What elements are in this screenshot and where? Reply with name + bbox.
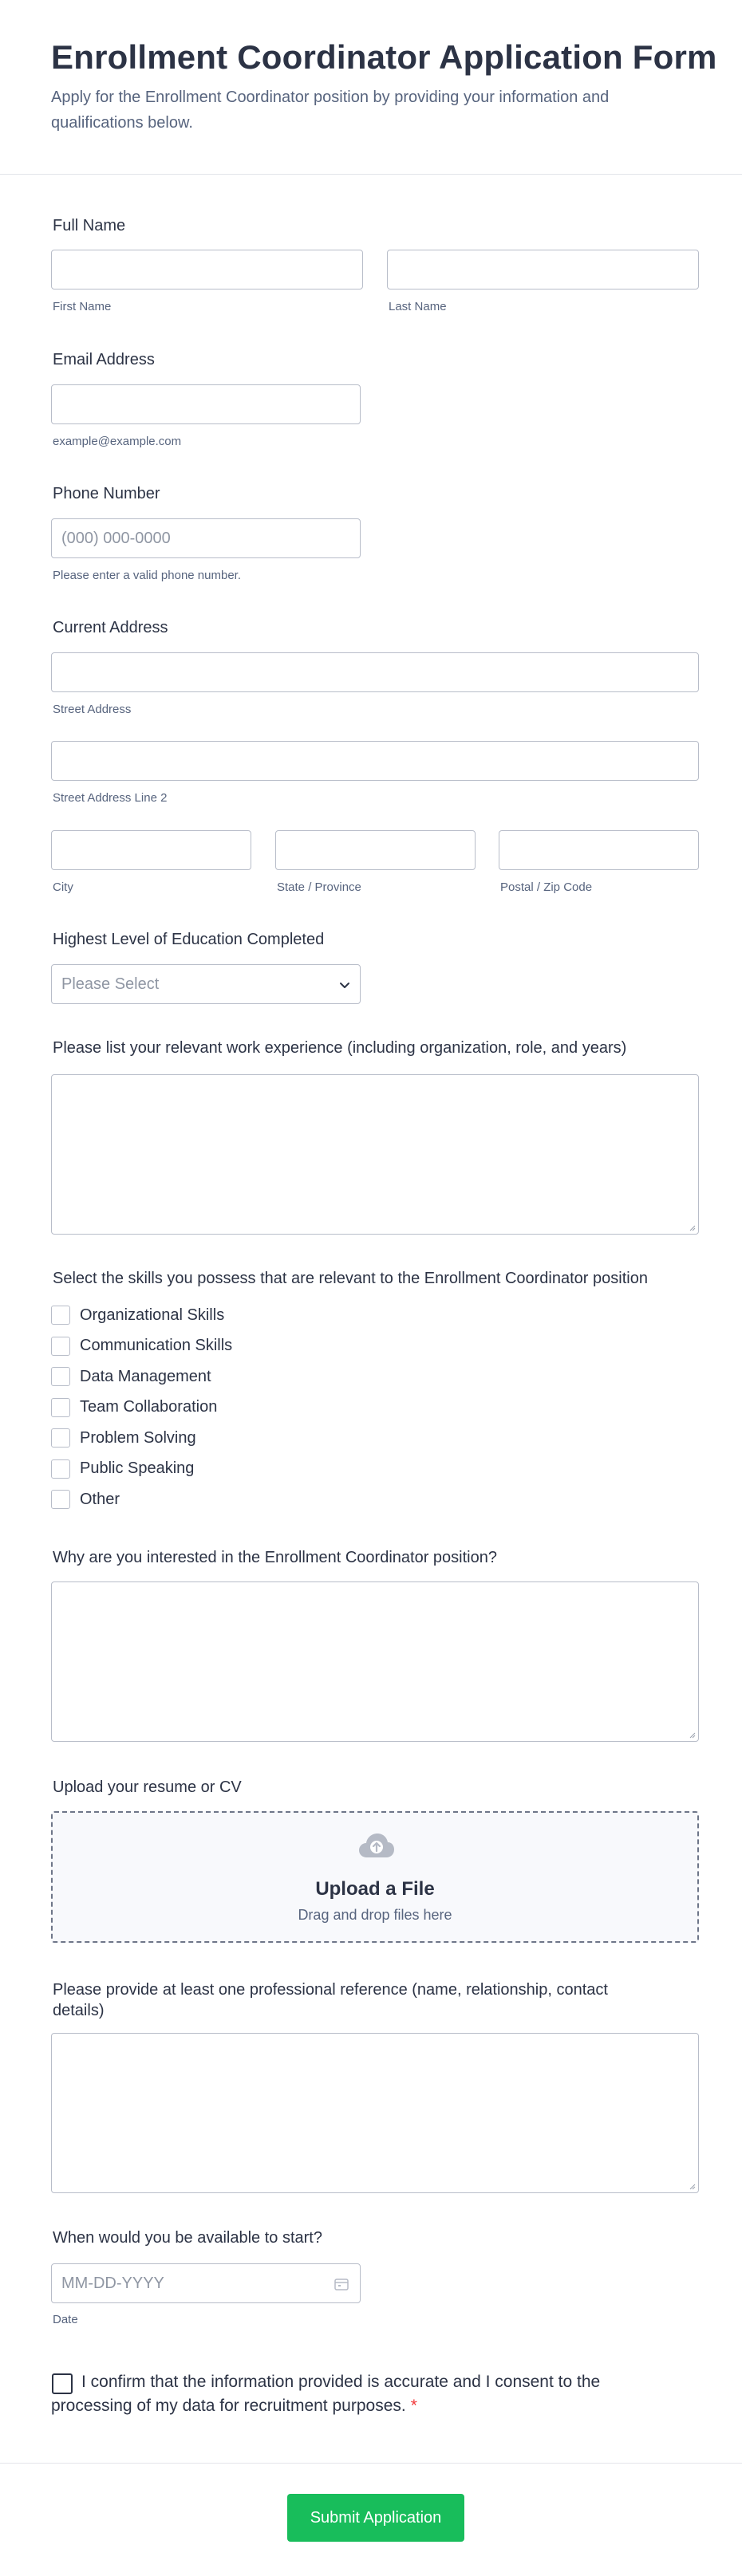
skill-option-label: Team Collaboration [80,1398,218,1416]
upload-title: Upload a File [315,1878,435,1900]
zip-input[interactable] [499,830,699,870]
first-name-sublabel: First Name [53,300,112,313]
city-input[interactable] [51,830,251,870]
last-name-sublabel: Last Name [389,300,447,313]
state-sublabel: State / Province [277,880,361,894]
last-name-input[interactable] [387,250,699,290]
calendar-icon[interactable] [334,2278,349,2290]
phone-placeholder: (000) 000-0000 [61,530,171,547]
skill-option-label: Organizational Skills [80,1306,225,1324]
experience-label: Please list your relevant work experience (including organization, role, and years) [53,1039,627,1057]
phone-label: Phone Number [53,485,160,502]
zip-sublabel: Postal / Zip Code [500,880,593,894]
email-input[interactable] [51,384,361,424]
header-divider [0,174,742,175]
phone-sublabel: Please enter a valid phone number. [53,569,241,582]
skill-option[interactable] [51,1300,370,1331]
phone-input[interactable] [51,518,361,558]
experience-textarea[interactable] [51,1074,699,1235]
skill-option[interactable] [51,1392,370,1424]
file-upload-dropzone[interactable] [51,1811,699,1943]
skill-option[interactable] [51,1361,370,1392]
skill-option[interactable] [51,1331,370,1362]
upload-hint: Drag and drop files here [298,1907,452,1923]
resize-grip-icon[interactable] [688,2182,696,2190]
skill-option[interactable] [51,1423,370,1454]
chevron-down-icon [337,978,352,992]
skill-checkbox[interactable] [51,1398,70,1417]
email-label: Email Address [53,351,155,368]
cloud-upload-icon [357,1830,396,1862]
skill-option-label: Problem Solving [80,1428,196,1447]
skills-checkbox-list [51,1300,370,1515]
education-label: Highest Level of Education Completed [53,931,325,948]
education-selected-value: Please Select [61,975,160,993]
skill-checkbox[interactable] [51,1490,70,1509]
start-date-input[interactable] [51,2263,361,2303]
full-name-label: Full Name [53,217,126,234]
interest-label: Why are you interested in the Enrollment Coordinator position? [53,1549,497,1566]
skill-option-label: Other [80,1490,120,1508]
education-select[interactable] [51,964,361,1004]
reference-label: Please provide at least one professional reference (name, relationship, contact details) [53,1981,608,2019]
form-title: Enrollment Coordinator Application Form [51,38,717,76]
street-address-line2-input[interactable] [51,741,699,781]
first-name-input[interactable] [51,250,363,290]
skills-label: Select the skills you possess that are relevant to the Enrollment Coordinator position [53,1270,648,1287]
form-subtitle: Apply for the Enrollment Coordinator position by providing your information and qualifications below. [51,89,610,132]
required-mark: * [410,2397,417,2415]
skill-checkbox[interactable] [51,1306,70,1325]
address-label: Current Address [53,619,168,636]
start-date-label: When would you be available to start? [53,2229,322,2247]
resume-label: Upload your resume or CV [53,1778,242,1796]
consent-label: I confirm that the information provided is accurate and I consent to the processing of my data for recruitment purposes. [51,2373,601,2415]
skill-option-label: Data Management [80,1367,211,1385]
resize-grip-icon[interactable] [688,1731,696,1739]
skill-option[interactable] [51,1454,370,1485]
street-address-line2-sublabel: Street Address Line 2 [53,791,168,805]
street-address-input[interactable] [51,652,699,692]
skill-checkbox[interactable] [51,1428,70,1448]
skill-option-label: Public Speaking [80,1459,195,1478]
state-input[interactable] [275,830,476,870]
reference-textarea[interactable] [51,2033,699,2193]
city-sublabel: City [53,880,73,894]
interest-textarea[interactable] [51,1581,699,1742]
consent-text [51,2370,641,2418]
date-placeholder: MM-DD-YYYY [61,2275,164,2292]
footer-divider [0,2463,742,2464]
submit-button[interactable]: Submit Application [287,2494,464,2542]
street-address-sublabel: Street Address [53,703,132,716]
skill-checkbox[interactable] [51,1459,70,1479]
skill-checkbox[interactable] [51,1367,70,1386]
email-sublabel: example@example.com [53,435,182,448]
skill-option-label: Communication Skills [80,1337,233,1355]
skill-option[interactable] [51,1484,370,1515]
date-sublabel: Date [53,2313,78,2326]
skill-checkbox[interactable] [51,1337,70,1356]
resize-grip-icon[interactable] [688,1223,696,1231]
